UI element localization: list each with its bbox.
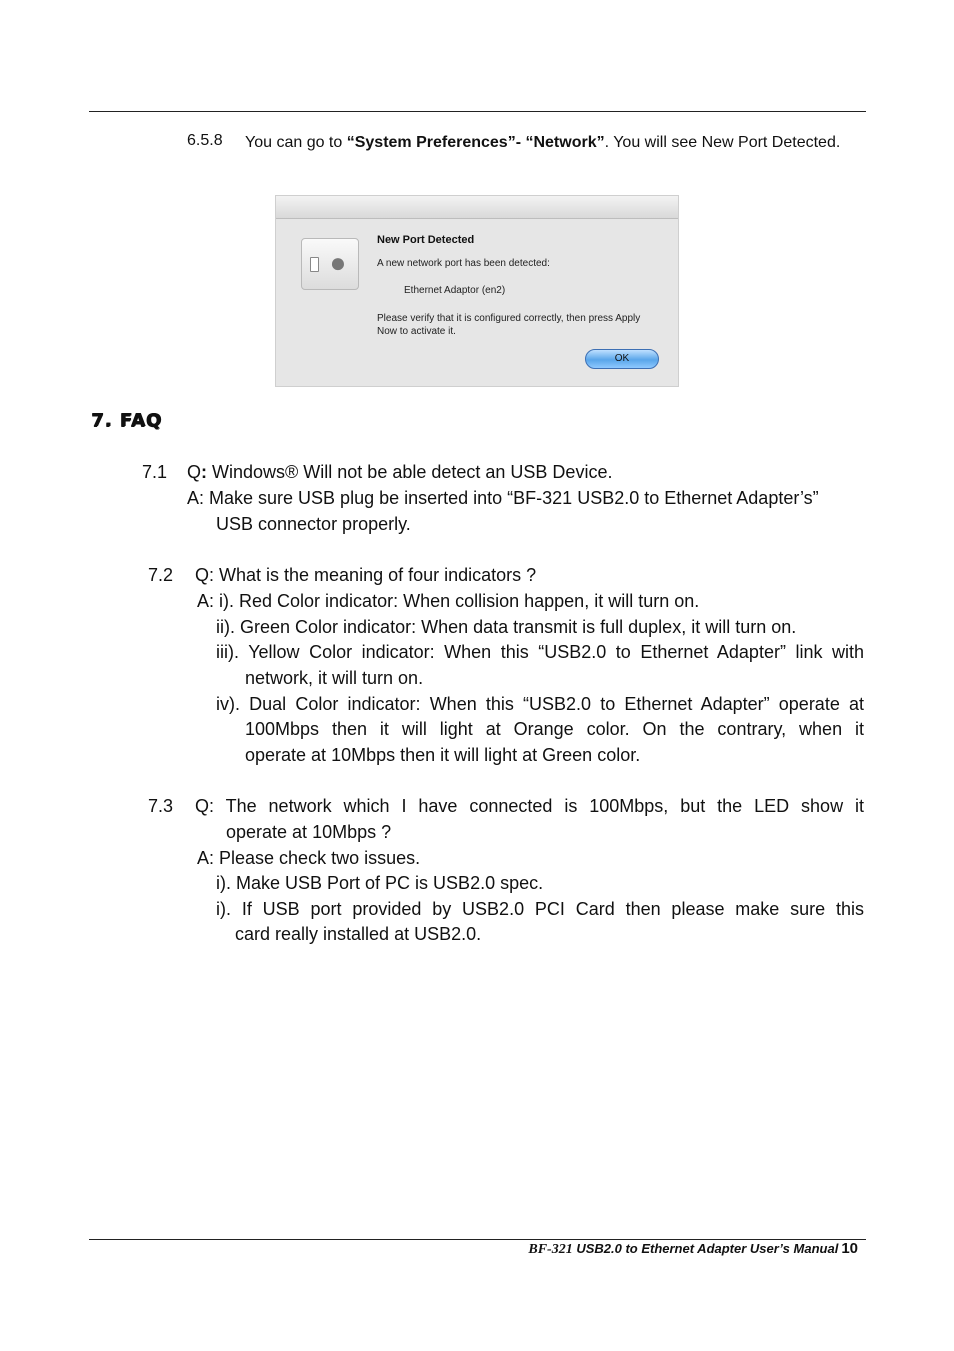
section-text-rest: . You will see New Port Detected. [604, 134, 841, 151]
q73-answer-2-line1: i). If USB port provided by USB2.0 PCI Card then please make sure this [216, 899, 864, 919]
dialog-adaptor-name: Ethernet Adaptor (en2) [404, 285, 506, 296]
q72-answer-4-line2: 100Mbps then it will light at Orange color. On the contrary, when it [245, 719, 864, 739]
q72-question: Q: What is the meaning of four indicators ? [195, 565, 537, 585]
q71-question [187, 461, 612, 483]
q71-q-colon: : [201, 462, 208, 482]
ok-button[interactable]: OK [585, 349, 659, 369]
apple-logo-icon: ● [329, 247, 347, 278]
footer-model: BF-321 [528, 1242, 573, 1257]
section-text-lead: You can go to [245, 134, 347, 151]
q73-answer-intro: A: Please check two issues. [197, 848, 421, 868]
header-rule [89, 111, 866, 112]
footer-title: USB2.0 to Ethernet Adapter User’s Manual [572, 1241, 839, 1256]
section-number: 6.5.8 [187, 132, 223, 149]
q72-answer-1: A: i). Red Color indicator: When collision happen, it will turn on. [197, 591, 700, 611]
q72-answer-4-line1: iv). Dual Color indicator: When this “USB2.0 to Ethernet Adapter” operate at [216, 694, 864, 714]
q72-answer-4-line3: operate at 10Mbps then it will light at Green color. [245, 745, 641, 765]
q71-answer-line1: A: Make sure USB plug be inserted into “BF-321 USB2.0 to Ethernet Adapter’s” [187, 488, 819, 508]
section-text-bold: “System Preferences”- “Network” [346, 134, 605, 151]
network-prefs-icon [301, 238, 359, 290]
dialog-titlebar [276, 196, 678, 219]
q73-answer-2-line2: card really installed at USB2.0. [235, 924, 482, 944]
q71-answer-line2: USB connector properly. [216, 514, 411, 534]
q72-answer-3-line1: iii). Yellow Color indicator: When this “USB2.0 to Ethernet Adapter” link with [216, 642, 864, 662]
q73-answer-1: i). Make USB Port of PC is USB2.0 spec. [216, 873, 544, 893]
switch-icon [310, 257, 319, 272]
q73-question-line1: Q: The network which I have connected is 100Mbps, but the LED show it [195, 796, 864, 816]
dialog-message: A new network port has been detected: [377, 258, 550, 269]
dialog-verify-text: Please verify that it is configured correctly, then press Apply Now to activate it. [377, 313, 641, 337]
q72-answer-3-line2: network, it will turn on. [245, 668, 424, 688]
dialog-title: New Port Detected [377, 234, 475, 246]
q72-number: 7.2 [148, 565, 174, 585]
q71-question-text: Windows® Will not be able detect an USB Device. [207, 462, 613, 482]
q71-q-prefix: Q [187, 462, 202, 482]
q73-number: 7.3 [148, 796, 174, 816]
faq-heading: 7. FAQ [91, 410, 163, 431]
page-number: 10 [841, 1240, 858, 1257]
q71-number: 7.1 [142, 462, 168, 482]
new-port-dialog-screenshot [275, 195, 679, 387]
q73-question-line2: operate at 10Mbps ? [226, 822, 392, 842]
section-text [245, 132, 845, 153]
q72-answer-2: ii). Green Color indicator: When data transmit is full duplex, it will turn on. [216, 617, 797, 637]
page-footer [528, 1240, 858, 1258]
